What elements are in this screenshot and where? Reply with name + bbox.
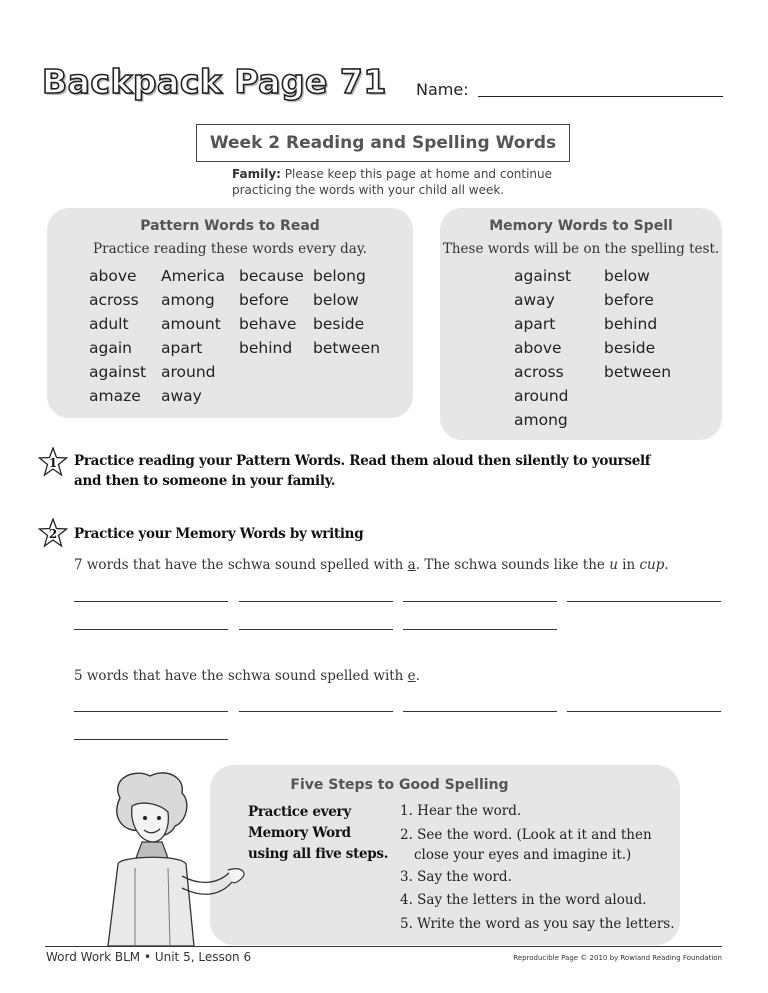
pattern-word: behave	[239, 315, 297, 333]
memory-word: above	[514, 339, 562, 357]
pattern-word: amaze	[89, 387, 141, 405]
memory-word: away	[514, 291, 555, 309]
writing-line-a6[interactable]	[239, 629, 393, 630]
memory-word: before	[604, 291, 654, 309]
step2-number: 2	[48, 527, 58, 541]
pattern-word: across	[89, 291, 139, 309]
writing-line-e5[interactable]	[74, 739, 228, 740]
writing-line-a3[interactable]	[403, 601, 557, 602]
page-title: Week 2 Reading and Spelling Words	[196, 124, 570, 162]
step2-instruction: Practice your Memory Words by writing	[74, 526, 364, 542]
pattern-word: before	[239, 291, 289, 309]
writing-line-e2[interactable]	[239, 711, 393, 712]
step1-line1: Practice reading your Pattern Words. Read them aloud then silently to yourself	[74, 453, 651, 469]
memory-word: among	[514, 411, 568, 429]
step1-line2: and then to someone in your family.	[74, 473, 336, 489]
five-steps-title: Five Steps to Good Spelling	[290, 777, 509, 793]
pattern-word: behind	[239, 339, 293, 357]
backpack-page-logo: Backpack Page 71	[42, 62, 387, 101]
step-item-5: 5. Write the word as you say the letters.	[400, 916, 675, 932]
pattern-words-title: Pattern Words to Read	[140, 218, 320, 234]
name-field-line[interactable]	[478, 95, 723, 97]
memory-word: beside	[604, 339, 656, 357]
memory-word: around	[514, 387, 569, 405]
memory-word: against	[514, 267, 572, 285]
writing-line-a2[interactable]	[239, 601, 393, 602]
footer-divider	[45, 946, 722, 947]
writing-line-a7[interactable]	[403, 629, 557, 630]
pattern-word: against	[89, 363, 147, 381]
writing-line-e3[interactable]	[403, 711, 557, 712]
memory-word: below	[604, 267, 650, 285]
writing-line-a4[interactable]	[567, 601, 721, 602]
memory-word: between	[604, 363, 672, 381]
footer-copyright: Reproducible Page © 2010 by Rowland Reading Foundation	[513, 954, 722, 962]
pattern-word: between	[313, 339, 381, 357]
pattern-words-panel	[47, 208, 413, 418]
pattern-word: adult	[89, 315, 129, 333]
step1-number: 1	[48, 456, 58, 470]
schwa-a-prompt: 7 words that have the schwa sound spelled with a. The schwa sounds like the u in cup.	[74, 557, 669, 573]
footer-left-text: Word Work BLM • Unit 5, Lesson 6	[46, 950, 252, 964]
step-item-1: 1. Hear the word.	[400, 803, 522, 819]
step1-instruction	[74, 451, 650, 491]
pattern-word: around	[161, 363, 216, 381]
family-text: Please keep this page at home and continue practicing the words with your child all week.	[232, 167, 553, 197]
family-label: Family:	[232, 167, 281, 181]
step-item-2: 2. See the word. (Look at it and then	[400, 827, 652, 843]
pattern-word: above	[89, 267, 137, 285]
memory-word: across	[514, 363, 564, 381]
pattern-words-subtitle: Practice reading these words every day.	[93, 241, 367, 257]
pattern-word: America	[161, 267, 225, 285]
memory-words-panel	[440, 208, 722, 440]
memory-words-subtitle: These words will be on the spelling test.	[442, 241, 720, 257]
step-item-3: 3. Say the word.	[400, 869, 512, 885]
writing-line-a5[interactable]	[74, 629, 228, 630]
star-number-1-icon	[38, 447, 68, 477]
writing-line-e1[interactable]	[74, 711, 228, 712]
lead-line-2: Memory Word	[248, 825, 351, 841]
pattern-word: among	[161, 291, 215, 309]
pattern-word: amount	[161, 315, 221, 333]
pattern-word: beside	[313, 315, 365, 333]
memory-word: behind	[604, 315, 658, 333]
step-item-2-cont: close your eyes and imagine it.)	[414, 847, 632, 863]
memory-words-title: Memory Words to Spell	[489, 218, 673, 234]
step-item-4: 4. Say the letters in the word aloud.	[400, 892, 647, 908]
pattern-word: because	[239, 267, 304, 285]
lead-line-1: Practice every	[248, 804, 351, 820]
family-note	[232, 166, 562, 198]
lead-line-3: using all five steps.	[248, 846, 389, 862]
name-label: Name:	[416, 80, 469, 99]
star-number-2-icon	[38, 518, 68, 548]
memory-word: apart	[514, 315, 556, 333]
writing-line-a1[interactable]	[74, 601, 228, 602]
pattern-word: away	[161, 387, 202, 405]
pattern-word: belong	[313, 267, 366, 285]
pattern-word: again	[89, 339, 132, 357]
writing-line-e4[interactable]	[567, 711, 721, 712]
pattern-word: apart	[161, 339, 203, 357]
five-steps-lead	[248, 802, 398, 865]
pattern-word: below	[313, 291, 359, 309]
schwa-e-prompt: 5 words that have the schwa sound spelled with e.	[74, 668, 420, 684]
cartoon-girl-illustration	[90, 768, 250, 946]
